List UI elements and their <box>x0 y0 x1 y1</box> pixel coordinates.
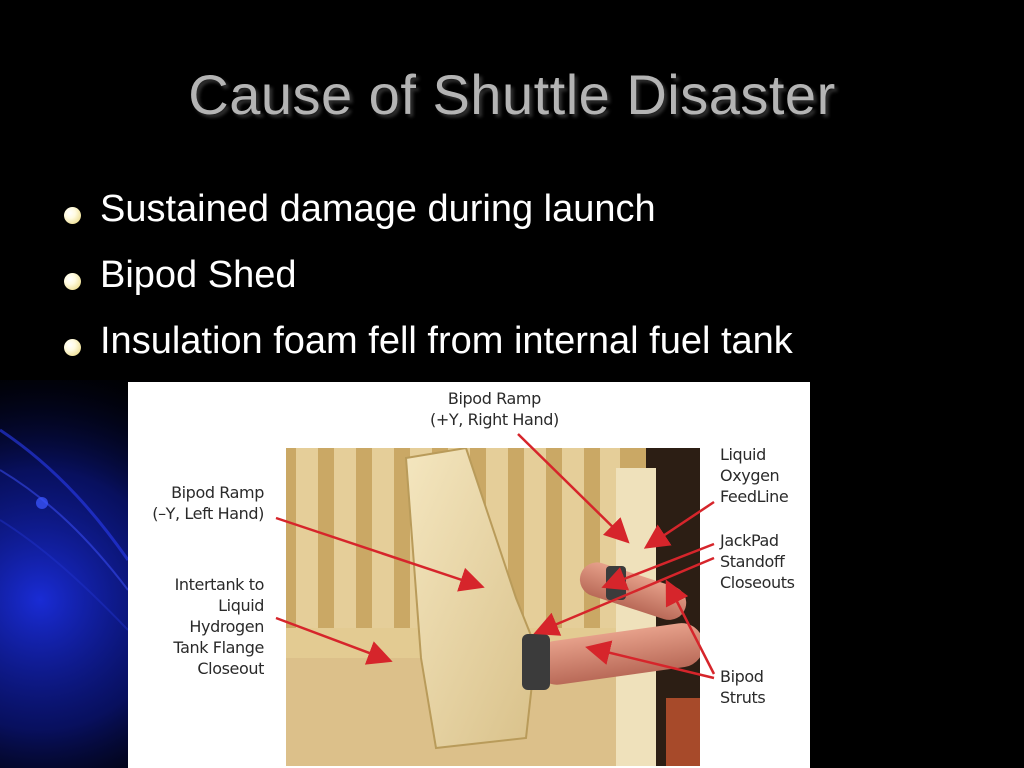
bullet-item <box>64 254 793 320</box>
bullet-list <box>64 188 793 386</box>
bullet-text: Insulation foam fell from internal fuel tank <box>100 320 793 362</box>
label-jackpad-closeouts: JackPad Standoff Closeouts <box>720 531 795 592</box>
label-bipod-ramp-right: Bipod Ramp (+Y, Right Hand) <box>430 389 559 429</box>
label-bipod-ramp-left: Bipod Ramp (–Y, Left Hand) <box>152 483 264 523</box>
foam-diagram-figure <box>128 382 810 768</box>
bullet-icon <box>64 273 81 290</box>
bullet-item <box>64 188 793 254</box>
bullet-text: Bipod Shed <box>100 254 297 296</box>
slide-title: Cause of Shuttle Disaster <box>188 63 836 126</box>
label-intertank-flange: Intertank to Liquid Hydrogen Tank Flange Closeout <box>173 575 264 678</box>
bullet-icon <box>64 207 81 224</box>
bullet-item <box>64 320 793 386</box>
label-bipod-struts: Bipod Struts <box>720 667 766 707</box>
label-lox-feedline: Liquid Oxygen FeedLine <box>720 445 789 506</box>
bullet-icon <box>64 339 81 356</box>
bullet-text: Sustained damage during launch <box>100 188 656 230</box>
